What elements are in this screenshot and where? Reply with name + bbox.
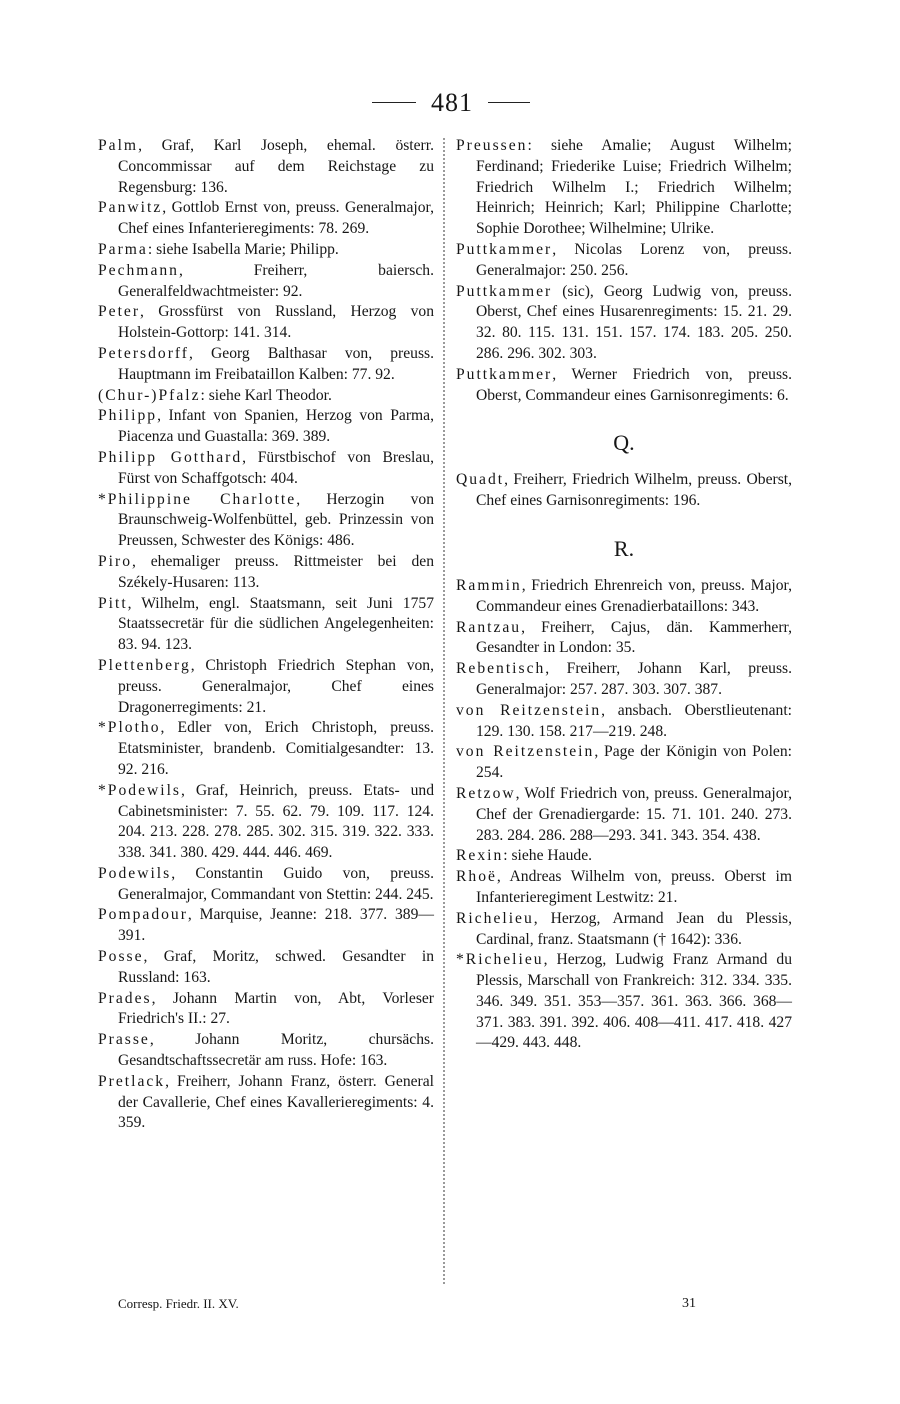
entry-text: (sic), Georg Ludwig von, preuss. Oberst, Chef eines Husarenregiments: 15. 21. 29. 32. 80. 115. 131. 151. 157. 174. 183. 205. 250. 286. 296. 302. 303. bbox=[476, 282, 792, 362]
entry-text: , Fürstbischof von Breslau, Fürst von Schaffgotsch: 404. bbox=[118, 448, 434, 487]
entry-text: , Herzog, Armand Jean du Plessis, Cardinal, franz. Staatsmann († 1642): 336. bbox=[476, 909, 792, 948]
entry-name: Retzow bbox=[456, 784, 516, 802]
header-rule-right bbox=[488, 102, 530, 103]
index-entry bbox=[98, 1072, 434, 1134]
entry-name: *Richelieu bbox=[456, 951, 544, 969]
entry-name: Preussen bbox=[456, 137, 528, 154]
entry-name: *Philippine Charlotte bbox=[98, 490, 297, 508]
entry-name: Palm bbox=[98, 137, 139, 154]
index-entry bbox=[456, 867, 792, 909]
index-entry bbox=[456, 240, 792, 282]
entry-name: Prasse bbox=[98, 1031, 150, 1049]
sheet-number: 31 bbox=[682, 1296, 696, 1311]
section-letter-r: R. bbox=[613, 535, 635, 561]
entry-text: , Constantin Guido von, preuss. Generalmajor, Commandant von Stettin: 244. 245. bbox=[118, 864, 434, 903]
entry-name: Rantzau bbox=[456, 618, 522, 636]
entry-name: Rammin bbox=[456, 576, 522, 594]
section-q-entries bbox=[456, 470, 792, 512]
index-entry bbox=[98, 905, 434, 947]
entry-name: Plettenberg bbox=[98, 656, 191, 674]
column-divider bbox=[443, 138, 445, 1284]
entry-text: , Graf, Moritz, schwed. Gesandter in Russland: 163. bbox=[118, 948, 434, 986]
entry-text: , Infant von Spanien, Herzog von Parma, Piacenza und Guastalla: 369. 389. bbox=[118, 407, 434, 446]
index-entry bbox=[456, 659, 792, 701]
entry-name: Pretlack bbox=[98, 1072, 166, 1090]
entry-name: (Chur-)Pfalz bbox=[98, 386, 201, 404]
section-r-entries bbox=[456, 576, 792, 1054]
entry-name: Puttkammer bbox=[456, 365, 553, 383]
index-entry bbox=[456, 742, 792, 784]
index-entry bbox=[98, 864, 434, 906]
index-entry bbox=[456, 470, 792, 512]
index-entry bbox=[98, 261, 434, 303]
entry-name: Piro bbox=[98, 552, 132, 570]
index-entry bbox=[98, 656, 434, 718]
entry-text: , ehemaliger preuss. Rittmeister bei den Székely-Husaren: 113. bbox=[118, 552, 434, 591]
entry-text: , Freiherr, Cajus, dän. Kammerherr, Gesandter in London: 35. bbox=[476, 618, 792, 657]
index-entry bbox=[98, 240, 434, 261]
entry-name: Philipp bbox=[98, 407, 158, 425]
entry-text: , Christoph Friedrich Stephan von, preuss. Generalmajor, Chef eines Dragonerregiments: 21. bbox=[118, 656, 434, 716]
entry-text: , Marquise, Jeanne: 218. 377. 389—391. bbox=[118, 906, 434, 945]
entry-text: , Graf, Heinrich, preuss. Etats- und Cabinetsminister: 7. 55. 62. 79. 109. 117. 124. 204. 213. 228. 278. 285. 302. 315. 319. 322. 333. 338. 341. 380. 429. 444. 446. 469. bbox=[118, 781, 434, 862]
index-entry bbox=[98, 490, 434, 552]
section-letter-q: Q. bbox=[613, 430, 635, 456]
entry-text: , Friedrich Ehrenreich von, preuss. Major, Commandeur eines Grenadierbataillons: 343. bbox=[476, 576, 792, 615]
index-entry bbox=[98, 136, 434, 198]
index-entry bbox=[98, 594, 434, 656]
entry-name: Pompadour bbox=[98, 906, 188, 924]
index-entry bbox=[456, 909, 792, 951]
entry-text: , Freiherr, Johann Karl, preuss. Generalmajor: 257. 287. 303. 307. 387. bbox=[476, 660, 792, 698]
entry-name: Posse bbox=[98, 948, 144, 966]
entry-name: Rexin bbox=[456, 847, 504, 865]
entry-text: , Freiherr, Friedrich Wilhelm, preuss. Oberst, Chef eines Garnisonregiments: 196. bbox=[476, 471, 792, 510]
entry-text: , Wolf Friedrich von, preuss. Generalmajor, Chef der Grenadiergarde: 15. 71. 101. 240. 273. 283. 284. 286. 288—293. 341. 343. 354. 438. bbox=[476, 784, 792, 844]
entry-text: , Werner Friedrich von, preuss. Oberst, Commandeur eines Garnisonregiments: 6. bbox=[476, 365, 792, 404]
index-entry bbox=[98, 344, 434, 386]
index-entry bbox=[98, 406, 434, 448]
page-number: 481 bbox=[431, 88, 473, 117]
index-entry bbox=[98, 718, 434, 780]
entry-text: , Herzog, Ludwig Franz Armand du Plessis, Marschall von Frankreich: 312. 334. 335. 346. 349. 351. 353—357. 361. 363. 366. 368—371. 383. 391. 392. 406. 408—411. 417. 418. 427—429. 443. 448. bbox=[476, 951, 792, 1052]
page-header bbox=[0, 86, 900, 120]
entry-name: Philipp Gotthard bbox=[98, 448, 243, 466]
index-entry bbox=[98, 448, 434, 490]
entry-name: Prades bbox=[98, 989, 152, 1007]
entry-name: *Podewils bbox=[98, 781, 181, 799]
index-entry bbox=[456, 365, 792, 407]
entry-name: Rebentisch bbox=[456, 660, 546, 678]
index-entry bbox=[456, 950, 792, 1054]
entry-name: *Plotho bbox=[98, 719, 161, 737]
entry-text: , Johann Martin von, Abt, Vorleser Friedrich's II.: 27. bbox=[118, 989, 434, 1028]
index-entry bbox=[98, 302, 434, 344]
entry-text: , Freiherr, baiersch. Generalfeldwachtmeister: 92. bbox=[118, 261, 434, 300]
entry-name: Rhoë bbox=[456, 868, 497, 886]
index-entry bbox=[98, 781, 434, 864]
header-rule-left bbox=[372, 102, 416, 103]
entry-name: Petersdorff bbox=[98, 344, 189, 362]
right-column bbox=[456, 136, 792, 1054]
entry-text: , Johann Moritz, chursächs. Gesandtschaftssecretär am russ. Hofe: 163. bbox=[118, 1031, 434, 1070]
entry-name: von Reitzenstein bbox=[456, 743, 595, 761]
entry-text: : siehe Haude. bbox=[503, 847, 593, 865]
entry-name: Richelieu bbox=[456, 909, 534, 927]
index-entry bbox=[456, 576, 792, 618]
entry-text: , Gottlob Ernst von, preuss. Generalmajor, Chef eines Infanterieregiments: 78. 269. bbox=[118, 199, 434, 238]
entry-text: , Page der Königin von Polen: 254. bbox=[476, 743, 792, 782]
entry-text: , Nicolas Lorenz von, preuss. Generalmajor: 250. 256. bbox=[476, 240, 792, 279]
left-column bbox=[98, 136, 434, 1134]
entry-name: Parma bbox=[98, 240, 148, 258]
entry-name: Peter bbox=[98, 303, 141, 321]
entry-text: , Grossfürst von Russland, Herzog von Holstein-Gottorp: 141. 314. bbox=[118, 303, 434, 342]
entry-text: , Edler von, Erich Christoph, preuss. Etatsminister, brandenb. Comitialgesandter: 13. 92. 216. bbox=[118, 719, 434, 778]
entry-text: , ansbach. Oberstlieutenant: 129. 130. 158. 217—219. 248. bbox=[476, 701, 792, 740]
index-entry bbox=[98, 552, 434, 594]
index-entry bbox=[98, 947, 434, 989]
index-entry bbox=[456, 846, 792, 867]
index-entry bbox=[456, 282, 792, 365]
entry-name: Panwitz bbox=[98, 199, 163, 217]
entry-name: Pechmann bbox=[98, 261, 179, 279]
entry-text: , Wilhelm, engl. Staatsmann, seit Juni 1757 Staatssecretär für die südlichen Angelegenheiten: 83. 94. 123. bbox=[118, 594, 434, 654]
footer-signature: Corresp. Friedr. II. XV. bbox=[118, 1296, 239, 1311]
entry-name: Podewils bbox=[98, 864, 172, 882]
index-entry bbox=[98, 1030, 434, 1072]
entry-text: , Andreas Wilhelm von, preuss. Oberst im Infanterieregiment Lestwitz: 21. bbox=[476, 868, 792, 906]
index-entry bbox=[98, 386, 434, 407]
index-entry bbox=[98, 989, 434, 1031]
index-entry bbox=[456, 784, 792, 846]
entry-text: : siehe Amalie; August Wilhelm; Ferdinand; Friederike Luise; Friedrich Wilhelm; Friedrich Wilhelm I.; Friedrich Wilhelm; Heinrich; Heinrich; Karl; Philippine Charlotte; Sophie Dorothee; Wilhelmine; Ulrike. bbox=[476, 137, 792, 238]
entry-text: , Graf, Karl Joseph, ehemal. österr. Concommissar auf dem Reichstage zu Regensburg: 136. bbox=[118, 137, 434, 196]
index-entry bbox=[98, 198, 434, 240]
entry-text: : siehe Karl Theodor. bbox=[200, 386, 332, 404]
entry-name: von Reitzenstein bbox=[456, 701, 602, 719]
entry-name: Pitt bbox=[98, 594, 128, 612]
index-entry bbox=[456, 618, 792, 660]
entry-name: Puttkammer bbox=[456, 240, 553, 258]
right-column-entries bbox=[456, 136, 792, 406]
entry-text: , Georg Balthasar von, preuss. Hauptmann im Freibataillon Kalben: 77. 92. bbox=[118, 344, 434, 383]
index-entry bbox=[456, 701, 792, 743]
index-entry bbox=[456, 136, 792, 240]
entry-name: Puttkammer bbox=[456, 282, 553, 300]
entry-text: : siehe Isabella Marie; Philipp. bbox=[147, 240, 339, 258]
entry-text: , Herzogin von Braunschweig-Wolfenbüttel, geb. Prinzessin von Preussen, Schwester des Königs: 486. bbox=[118, 490, 434, 550]
entry-text: , Freiherr, Johann Franz, österr. General der Cavallerie, Chef eines Kavallerieregiments: 4. 359. bbox=[118, 1072, 434, 1132]
entry-name: Quadt bbox=[456, 471, 505, 489]
